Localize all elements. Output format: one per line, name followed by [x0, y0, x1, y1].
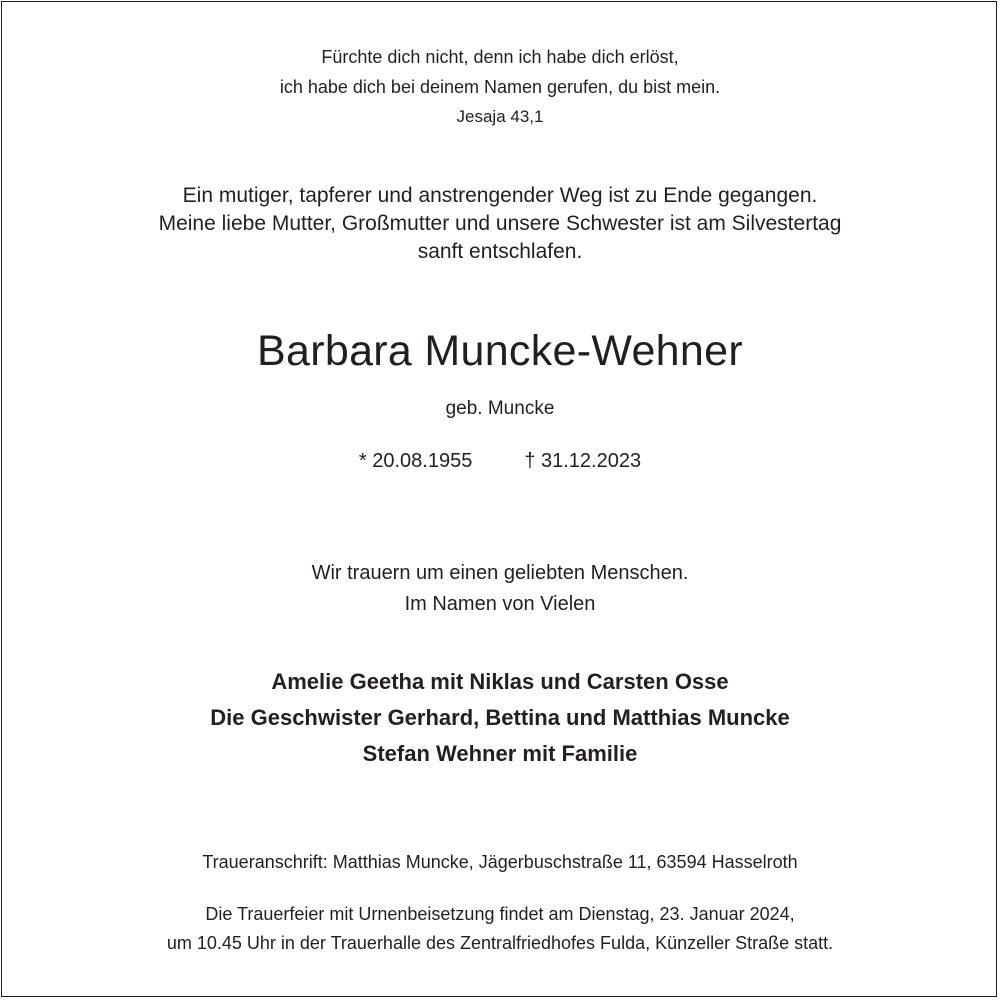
intro-line-2: Meine liebe Mutter, Großmutter und unsere Schwester ist am Silvestertag — [158, 212, 842, 235]
ceremony-line-1: Die Trauerfeier mit Urnenbeisetzung findet am Dienstag, 23. Januar 2024, — [205, 904, 795, 924]
mourning-line-1: Wir trauern um einen geliebten Menschen. — [311, 562, 689, 584]
intro-line-1: Ein mutiger, tapferer und anstrengender Weg ist zu Ende gegangen. — [182, 184, 818, 207]
ceremony-line-2: um 10.45 Uhr in der Trauerhalle des Zentralfriedhofes Fulda, Künzeller Straße statt. — [166, 933, 834, 953]
mourning-address: Traueranschrift: Matthias Muncke, Jägerbuschstraße 11, 63594 Hasselroth — [202, 852, 798, 872]
maiden-name: geb. Muncke — [445, 398, 555, 419]
deceased-name: Barbara Muncke-Wehner — [257, 327, 743, 375]
family-line-2: Die Geschwister Gerhard, Bettina und Matthias Muncke — [210, 705, 790, 730]
verse-reference: Jesaja 43,1 — [456, 107, 544, 126]
verse-line-1: Fürchte dich nicht, denn ich habe dich erlöst, — [321, 47, 679, 67]
family-line-1: Amelie Geetha mit Niklas und Carsten Osse — [271, 669, 729, 694]
life-dates — [0, 451, 1000, 471]
verse-line-2: ich habe dich bei deinem Namen gerufen, du bist mein. — [279, 77, 721, 97]
mourning-line-2: Im Namen von Vielen — [404, 593, 596, 615]
family-line-3: Stefan Wehner mit Familie — [362, 741, 638, 766]
notice-border — [1, 1, 997, 997]
birth-date: * 20.08.1955 — [358, 450, 473, 472]
death-date: † 31.12.2023 — [524, 450, 642, 472]
intro-line-3: sanft entschlafen. — [417, 240, 583, 263]
